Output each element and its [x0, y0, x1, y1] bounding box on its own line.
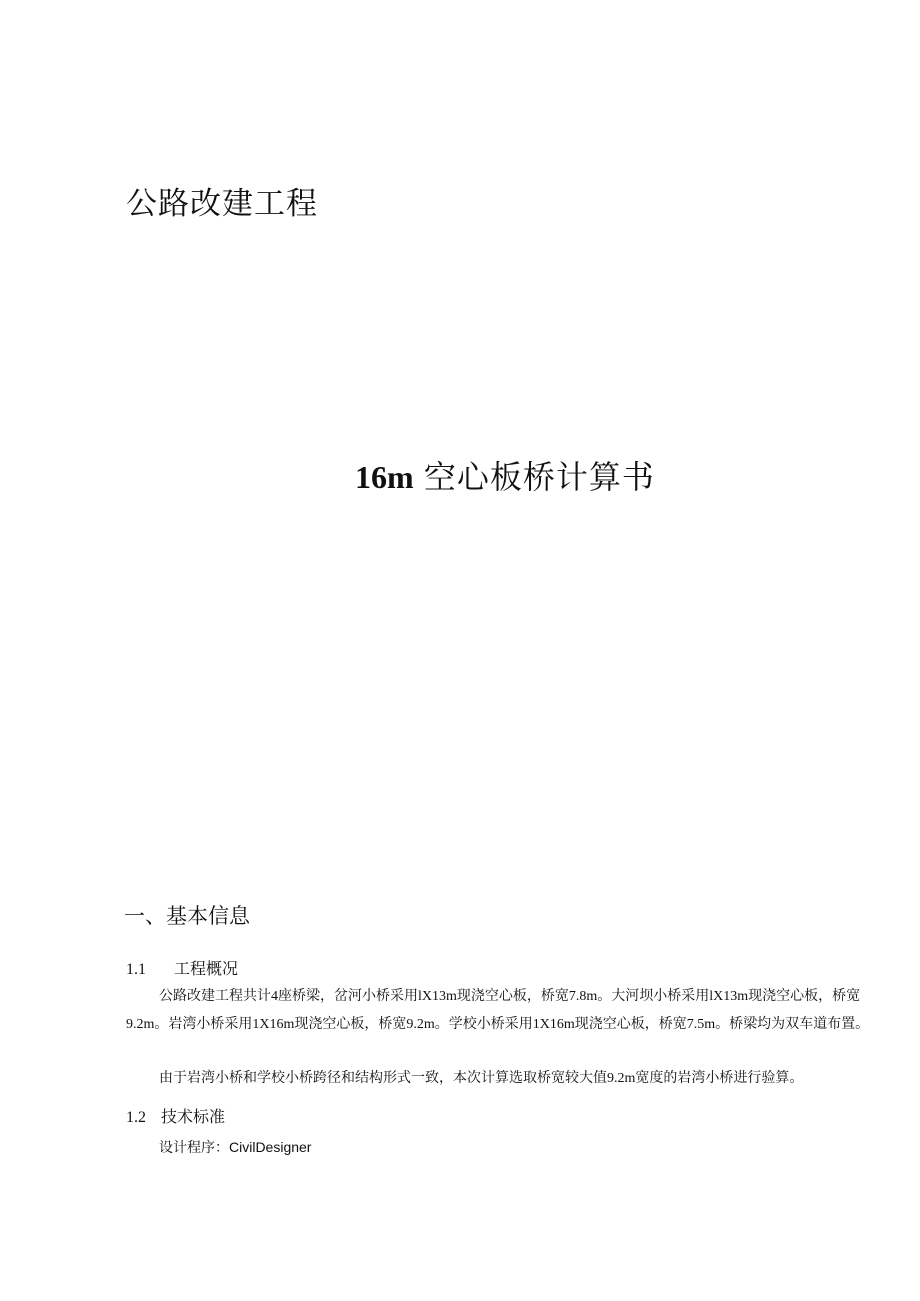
overview-paragraph-2: 由于岩湾小桥和学校小桥跨径和结构形式一致，本次计算选取桥宽较大值9.2m宽度的岩湾小桥进行验算。	[159, 1071, 804, 1086]
design-program-line	[159, 1137, 311, 1157]
subheading-title: 技术标准	[161, 1109, 226, 1126]
subheading-number: 1.2	[126, 1109, 146, 1126]
design-program-label: 设计程序：	[159, 1139, 229, 1155]
subheading-technical-standards	[126, 1104, 225, 1127]
document-title-span: 16m	[355, 459, 414, 495]
document-title-name: 空心板桥计算书	[423, 458, 655, 496]
overview-paragraph-1: 公路改建工程共计4座桥梁，岔河小桥采用lX13m现浇空心板，桥宽7.8m。大河坝小桥采用lX13m现浇空心板，桥宽9.2m。岩湾小桥采用1X16m现浇空心板，桥宽9.2m。学校小桥采用1X16m现浇空心板，桥宽7.5m。桥梁均为双车道布置。	[126, 989, 870, 1032]
subheading-title: 工程概况	[174, 961, 239, 978]
subheading-project-overview	[126, 956, 238, 979]
section-heading-basic-info: 一、基本信息	[124, 904, 250, 928]
subheading-number: 1.1	[126, 961, 146, 978]
document-title	[355, 452, 655, 498]
design-program-value: CivilDesigner	[229, 1139, 312, 1155]
project-title: 公路改建工程	[126, 186, 318, 222]
